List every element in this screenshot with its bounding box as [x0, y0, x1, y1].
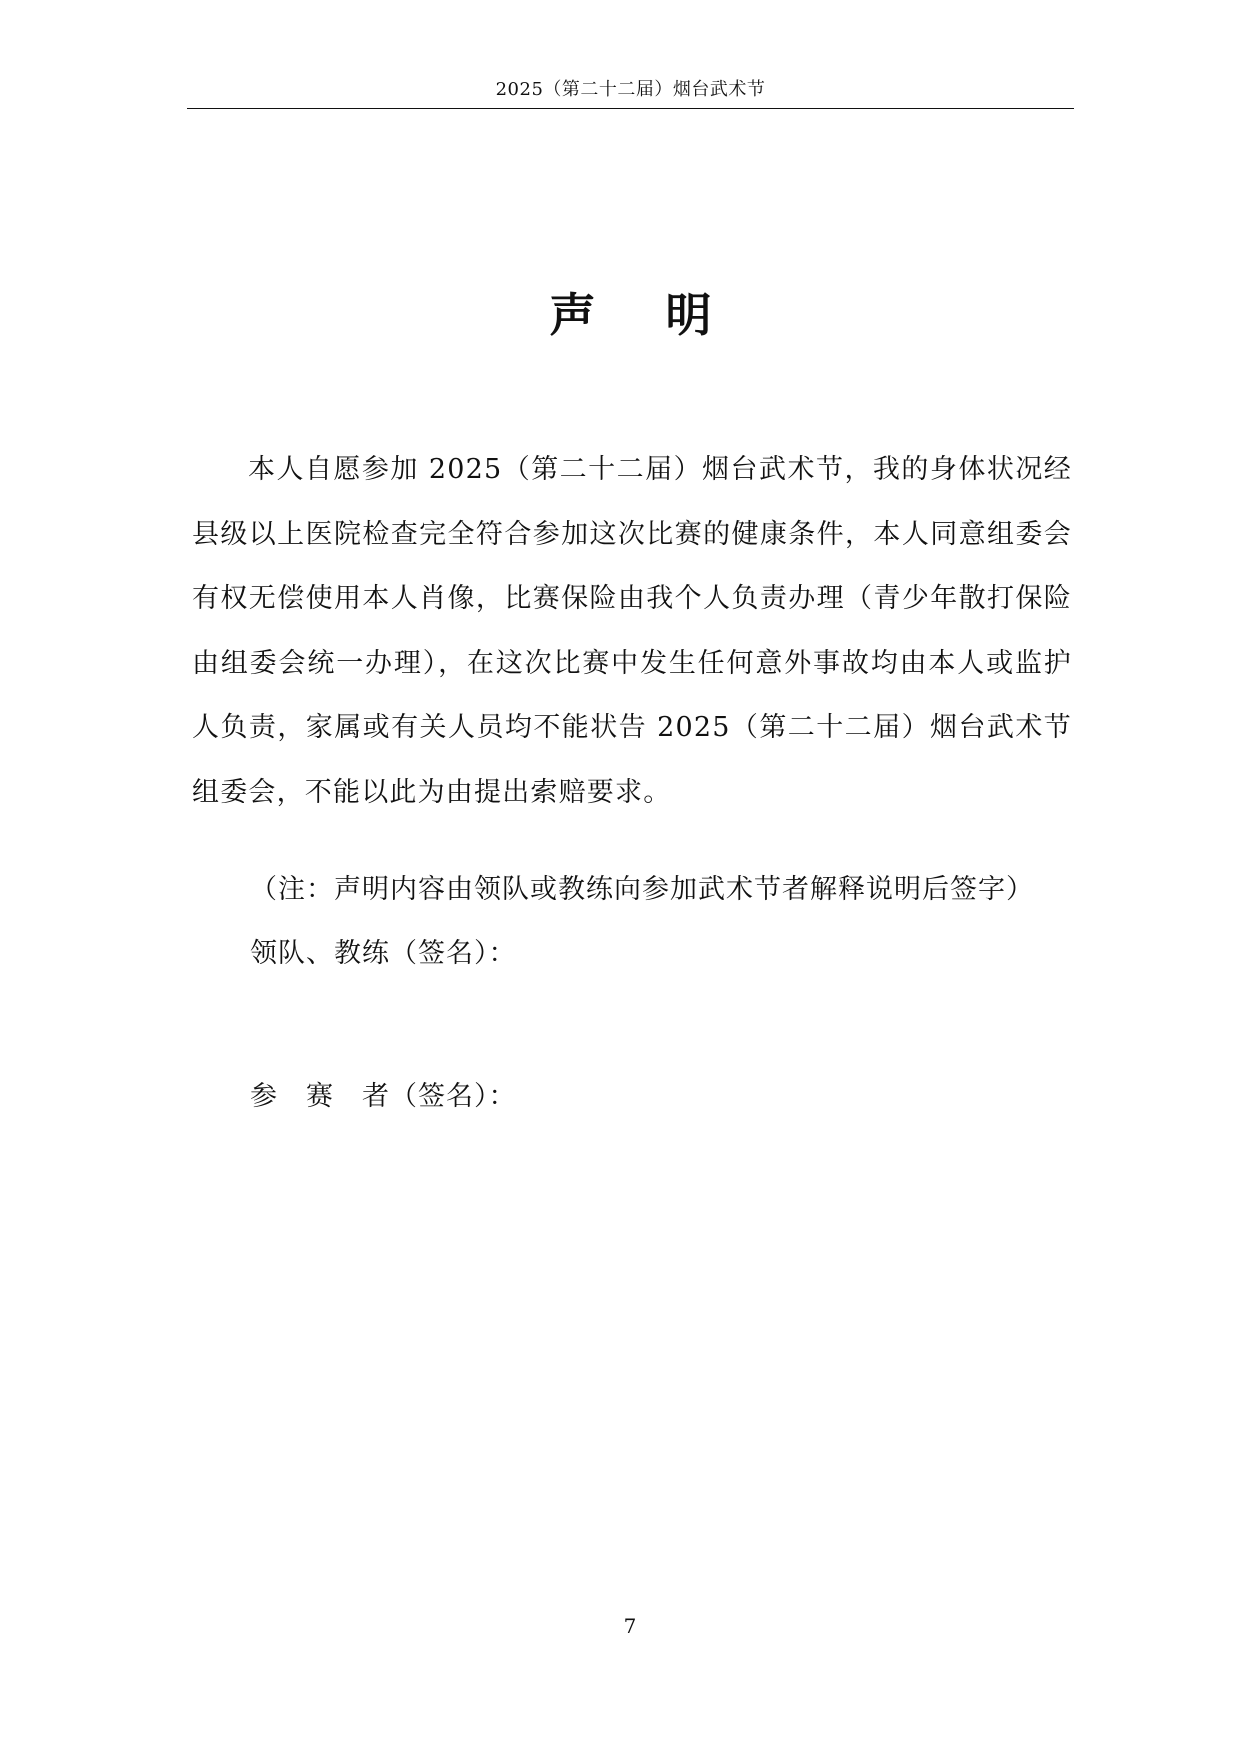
page-title: 声明: [549, 288, 782, 342]
page-number: 7: [623, 1614, 637, 1638]
athlete-label-char: 者: [362, 1081, 390, 1112]
athlete-signature-label: [250, 1065, 517, 1129]
athlete-label-suffix: （签名）：: [390, 1081, 517, 1112]
note-text: （注：声明内容由领队或教练向参加武术节者解释说明后签字）: [250, 874, 1034, 905]
header-rule: [187, 108, 1074, 109]
running-header: 2025（第二十二届）烟台武术节: [495, 79, 766, 100]
athlete-label-char: 赛: [306, 1081, 334, 1112]
declaration-paragraph: 本人自愿参加 2025（第二十二届）烟台武术节，我的身体状况经县级以上医院检查完全符合参加这次比赛的健康条件，本人同意组委会有权无偿使用本人肖像，比赛保险由我个人负责办理（青少年散打保险由组委会统一办理），在这次比赛中发生任何意外事故均由本人或监护人负责，家属或有关人员均不能状告 2025（第二十二届）烟台武术节组委会，不能以此为由提出索赔要求。: [192, 454, 1072, 808]
athlete-label-char: 参: [250, 1081, 278, 1112]
leader-signature-label: 领队、教练（签名）：: [250, 938, 517, 969]
